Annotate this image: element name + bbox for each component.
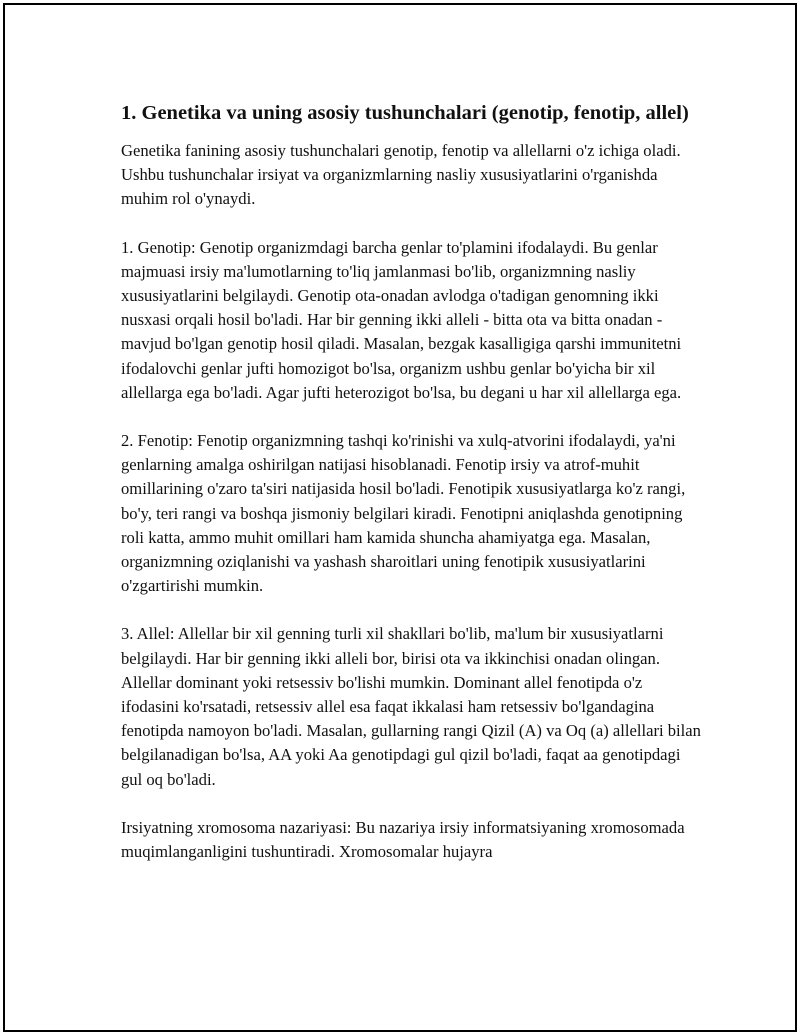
chromosome-theory-paragraph: Irsiyatning xromosoma nazariyasi: Bu nazariya irsiy informatsiyaning xromosomada muqimlanganligini tushuntiradi. Xromosomalar hujayra: [121, 817, 685, 862]
document-body: [121, 99, 701, 888]
allel-paragraph: 3. Allel: Allellar bir xil genning turli xil shakllari bo'lib, ma'lum bir xususiyatlarni belgilaydi. Har bir genning ikki alleli bor, birisi ota va ikkinchisi onadan olingan. Allellar dominant yoki retsessiv bo'lishi mumkin. Dominant allel fenotipda o'z ifodasini ko'rsatadi, retsessiv allel esa faqat ikkalasi ham retsessiv bo'lgandagina fenotipda namoyon bo'ladi. Masalan, gullarning rangi Qizil (A) va Oq (a) allellari bilan belgilanadigan bo'lsa, AA yoki Aa genotipdagi gul qizil bo'ladi, faqat aa genotipdagi gul oq bo'ladi.: [121, 624, 701, 789]
fenotip-paragraph: 2. Fenotip: Fenotip organizmning tashqi ko'rinishi va xulq-atvorini ifodalaydi, ya'ni genlarning amalga oshirilgan natijasi hisoblanadi. Fenotip irsiy va atrof-muhit omillarining o'zaro ta'siri natijasida hosil bo'ladi. Fenotipik xususiyatlarga ko'z rangi, bo'y, teri rangi va boshqa jismoniy belgilari kiradi. Fenotipni aniqlashda genotipning roli katta, ammo muhit omillari ham kamida shuncha ahamiyatga ega. Masalan, organizmning oziqlanishi va yashash sharoitlari uning fenotipik xususiyatlarini o'zgartirishi mumkin.: [121, 431, 686, 596]
document-page: [3, 3, 797, 1032]
genotip-paragraph: 1. Genotip: Genotip organizmdagi barcha genlar to'plamini ifodalaydi. Bu genlar majmuasi irsiy ma'lumotlarning to'liq jamlanmasi bo'lib, organizmning nasliy xususiyatlarini belgilaydi. Genotip ota-onadan avlodga o'tadigan genomning ikki nusxasi orqali hosil bo'ladi. Har bir genning ikki alleli - bitta ota va bitta onadan - mavjud bo'lgan genotip hosil qiladi. Masalan, bezgak kasalligiga qarshi immunitetni ifodalovchi genlar jufti homozigot bo'lsa, organizm ushbu genlar bo'yicha bir xil allellarga ega bo'ladi. Agar jufti heterozigot bo'lsa, bu degani u har xil allellarga ega.: [121, 237, 682, 402]
intro-paragraph: Genetika fanining asosiy tushunchalari genotip, fenotip va allellarni o'z ichiga oladi. Ushbu tushunchalar irsiyat va organizmlarning nasliy xususiyatlarini o'rganishda muhim rol o'ynaydi.: [121, 141, 681, 209]
section-heading: 1. Genetika va uning asosiy tushunchalari (genotip, fenotip, allel): [121, 102, 689, 124]
